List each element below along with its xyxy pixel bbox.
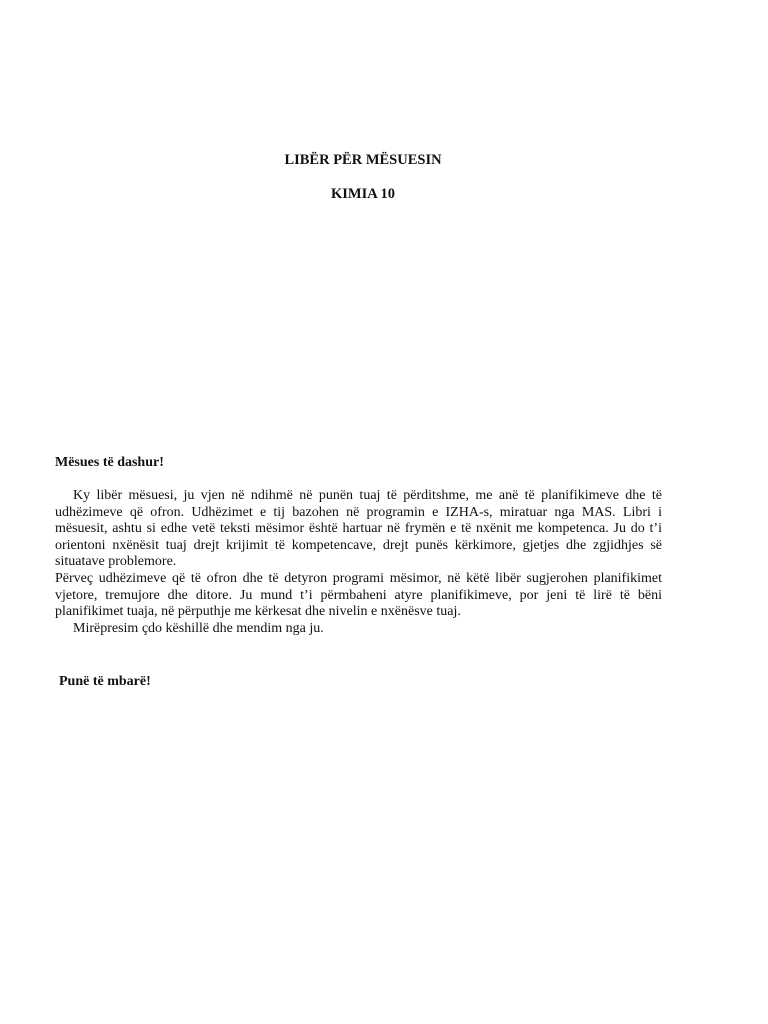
document-subtitle: KIMIA 10	[330, 186, 396, 202]
paragraph-planning: Përveç udhëzimeve që të ofron dhe të detyron programi mësimor, në këtë libër sugjerohen planifikimet vjetore, tremujore dhe ditore. Ju mund t’i përmbaheni atyre planifikimeve, por jeni të lirë të bëni planifikimet tuaja, në përputhje me kërkesat dhe nivelin e nxënësve tuaj.	[55, 570, 662, 620]
paragraph-feedback: Mirëpresim çdo këshillë dhe mendim nga ju.	[73, 620, 324, 636]
paragraph-intro: Ky libër mësuesi, ju vjen në ndihmë në punën tuaj të përditshme, me anë të planifikimeve dhe të udhëzimeve që ofron. Udhëzimet e tij bazohen në programin e IZHA-s, miratuar nga MAS. Libri i mësuesit, ashtu si edhe vetë teksti mësimor është hartuar në frymën e të nxënit me kompetenca. Ju do t’i orientoni nxënësit tuaj drejt krijimit të kompetencave, drejt punës kërkimore, gjetjes dhe zgjidhjes së situatave problemore.	[55, 488, 662, 570]
document-title: LIBËR PËR MËSUESIN	[284, 152, 442, 168]
closing-line: Punë të mbarë!	[59, 674, 151, 689]
body-text	[55, 488, 662, 637]
greeting-heading: Mësues të dashur!	[55, 455, 164, 470]
